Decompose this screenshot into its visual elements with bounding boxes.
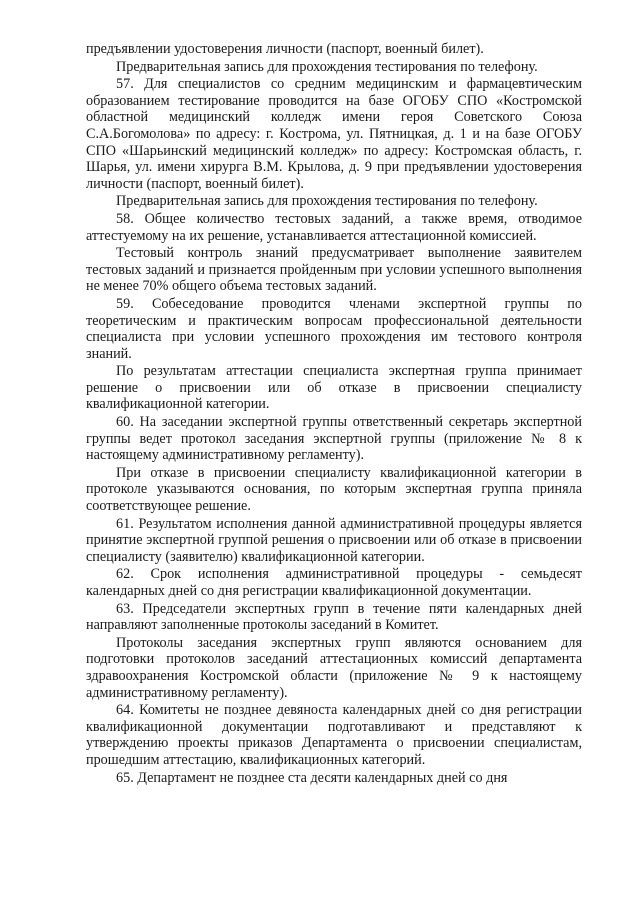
paragraph: 58. Общее количество тестовых заданий, а также время, отводимое аттестуемому на их решение, устанавливается аттестационной комиссией. [86, 210, 582, 244]
paragraph: Протоколы заседания экспертных групп являются основанием для подготовки протоколов заседаний аттестационных комиссий департамента здравоохранения Костромской области (приложение № 9 к настоящему административному регламенту). [86, 634, 582, 701]
paragraph: Тестовый контроль знаний предусматривает выполнение заявителем тестовых заданий и признается пройденным при условии успешного выполнения не менее 70% общего объема тестовых заданий. [86, 245, 582, 295]
paragraph: 63. Председатели экспертных групп в течение пяти календарных дней направляют заполненные протоколы заседаний в Комитет. [86, 600, 582, 634]
paragraph: 64. Комитеты не позднее девяноста календарных дней со дня регистрации квалификационной документации подготавливают и представляют к утверждению проекты приказов Департамента о присвоении специалистам, прошедшим аттестацию, квалификационных категорий. [86, 702, 582, 768]
paragraph: 62. Срок исполнения административной процедуры - семьдесят календарных дней со дня регистрации квалификационной документации. [86, 566, 582, 599]
document-page [86, 41, 582, 787]
paragraph: 61. Результатом исполнения данной административной процедуры является принятие экспертной группой решения о присвоении или об отказе в присвоении специалисту (заявителю) квалификационной категории. [86, 515, 582, 565]
paragraph: При отказе в присвоении специалисту квалификационной категории в протоколе указываются основания, по которым экспертная группа приняла соответствующее решение. [86, 464, 582, 515]
paragraph: 59. Собеседование проводится членами экспертной группы по теоретическим и практическим вопросам профессиональной деятельности специалиста при условии успешного прохождения им тестового контроля знаний. [86, 295, 582, 362]
paragraph: Предварительная запись для прохождения тестирования по телефону. [116, 193, 538, 210]
paragraph: 60. На заседании экспертной группы ответственный секретарь экспертной группы ведет протокол заседания экспертной группы (приложение № 8 к настоящему административному регламенту). [86, 414, 582, 464]
paragraph: 65. Департамент не позднее ста десяти календарных дней со дня [116, 769, 508, 786]
paragraph: предъявлении удостоверения личности (паспорт, военный билет). [86, 41, 484, 57]
paragraph: По результатам аттестации специалиста экспертная группа принимает решение о присвоении или об отказе в присвоении специалисту квалификационной категории. [86, 363, 582, 413]
paragraph: Предварительная запись для прохождения тестирования по телефону. [116, 58, 538, 75]
paragraph: 57. Для специалистов со средним медицинским и фармацевтическим образованием тестирование проводится на базе ОГОБУ СПО «Костромской областной медицинский колледж имени героя Советского Союза С.А.Богомолова» по адресу: г. Кострома, ул. Пятницкая, д. 1 и на базе ОГОБУ СПО «Шарьинский медицинский колледж» по адресу: Костромская область, г. Шарья, ул. имени хирурга В.М. Крылова, д. 9 при предъявлении удостоверения личности (паспорт, военный билет). [86, 76, 582, 192]
